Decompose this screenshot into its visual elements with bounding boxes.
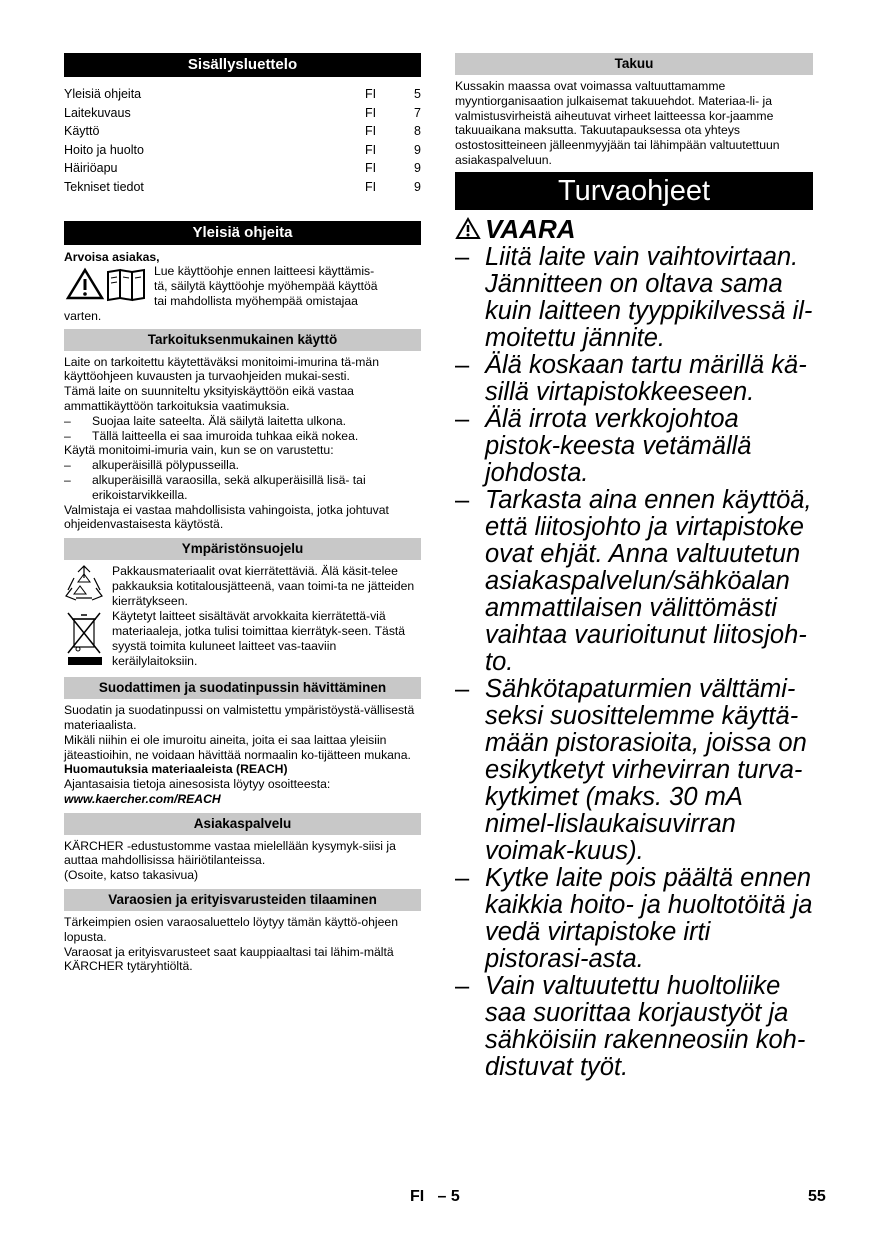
general-heading: Yleisiä ohjeita [64,221,421,245]
safety-item: – Kytke laite pois päältä ennen kaikkia hoito- ja huoltotöitä ja vedä virtapistoke irti pistorasi-asta. [455,863,813,973]
purpose-dash-2: – Tällä laitteella ei saa imuroida tuhkaa eikä nokea. [64,428,359,443]
crossed-bin-icon [64,609,112,674]
purpose-p4: Valmistaja ei vastaa mahdollisista vahingoista, jotka johtuvat ohjeidenvastaisesta käytöstä. [64,502,389,532]
greeting: Arvoisa asiakas, [64,249,160,264]
purpose-p2: Tämä laite on suunniteltu yksityiskäyttöön eikä vastaa ammattikäyttöön tarkoituksia vaatimuksia. [64,384,354,413]
intro-line-3: tai mahdollista myöhempää omistajaa [154,293,358,308]
intro-block [64,264,421,308]
safety-item: – Liitä laite vain vaihtovirtaan. Jännitteen on oltava sama kuin laitteen tyyppikilvessä il-moitettu jännite. [455,242,813,352]
recycle-icon [64,564,112,609]
footer-lang-page: FI – 5 [410,1188,460,1205]
toc-list [64,85,421,197]
service-p2: (Osoite, katso takasivua) [64,868,199,883]
reach-title: Huomautuksia materiaaleista (REACH) [64,762,288,777]
purpose-dash-4: – alkuperäisillä varaosilla, sekä alkuperäisillä lisä- tai erikoistarvikkeilla. [64,472,366,502]
page-number: 55 [808,1188,826,1205]
purpose-dash-1: – Suojaa laite sateelta. Älä säilytä laitetta ulkona. [64,413,347,428]
purpose-heading: Tarkoituksenmukainen käyttö [64,329,421,351]
danger-warning [455,214,813,244]
danger-label: VAARA [485,213,576,244]
toc-heading: Sisällysluettelo [64,53,421,77]
safety-item: – Älä koskaan tartu märillä kä-sillä virtapistokkeeseen. [455,350,807,406]
toc-row[interactable]: Laitekuvaus FI 7 [64,105,421,120]
parts-p1: Tärkeimpien osien varaosaluettelo löytyy tämän käyttö-ohjeen lopusta. [64,915,398,944]
safety-item: – Älä irrota verkkojohtoa pistok-keesta vetämällä johdosta. [455,404,752,487]
warranty-heading: Takuu [455,53,813,75]
environment-p1: Pakkausmateriaalit ovat kierrätettäviä. Älä käsit-telee pakkauksia kotitalousjätteenä, vaan toimi-ta ne jätteiden kierrätykseen. [112,564,415,608]
left-column [64,53,421,974]
service-p1: KÄRCHER -edustustomme vastaa mielellään kysymyk-siisi ja auttaa mahdollisissa häiriötilanteissa. [64,838,396,868]
intro-line-1: Lue käyttöohje ennen laitteesi käyttämis- [154,264,375,279]
parts-heading: Varaosien ja erityisvarusteiden tilaaminen [64,889,421,911]
intro-line-4: varten. [64,308,102,323]
service-heading: Asiakaspalvelu [64,813,421,835]
safety-item: – Tarkasta aina ennen käyttöä, että liitosjohto ja virtapistoke ovat ehjät. Anna valtuutetun asiakaspalvelun/sähköalan ammattilaisen välittömästi vaihtaa vaurioitunut liitosjoh-to. [455,485,812,676]
toc-row[interactable]: Tekniset tiedot FI 9 [64,179,421,194]
environment-p2: Käytetyt laitteet sisältävät arvokkaita kierrätettä-viä materiaaleja, jotka tulisi toimittaa kierrätyk-seen. Tästä syystä toimita kuluneet laitteet vas-taaviin keräilylaitoksiin. [112,609,406,668]
safety-heading: Turvaohjeet [455,172,813,210]
toc-row[interactable]: Yleisiä ohjeita FI 5 [64,87,421,101]
purpose-p1: Laite on tarkoitettu käytettäväksi monitoimi-imurina tä-män käyttöohjeen kuvausten ja turvaohjeiden mukai-sesti. [64,354,379,384]
safety-item: – Vain valtuutettu huoltoliike saa suorittaa korjaustyöt ja sähköisiin rakenneosiin koh-distuvat työt. [455,971,806,1081]
purpose-p3: Käytä monitoimi-imuria vain, kun se on varustettu: [64,443,334,458]
toc-row[interactable]: Häiriöapu FI 9 [64,161,421,176]
safety-item: – Sähkötapaturmien välttämi-seksi suosittelemme käyttä-mään pistorasioita, joissa on esikytketyt virhevirran turva-kytkimet (maks. 30 mA nimel-lislaukaisuvirran voimak-kuus). [455,674,807,865]
recycle-block [64,564,421,609]
right-column [455,53,813,1081]
purpose-dash-3: – alkuperäisillä pölypusseilla. [64,458,240,473]
filter-p1: Suodatin ja suodatinpussi on valmistettu ympäristöystä-vällisestä materiaalista. [64,703,415,732]
warning-triangle-icon [455,216,485,242]
parts-p2: Varaosat ja erityisvarusteet saat kauppiaaltasi tai lähim-mältä KÄRCHER tytäryhtiöltä. [64,944,394,974]
toc-row[interactable]: Hoito ja huolto FI 9 [64,142,421,157]
intro-line-2: tä, säilytä käyttöohje myöhempää käyttöä [154,279,378,294]
warning-manual-icon [64,264,154,308]
environment-heading: Ympäristönsuojelu [64,538,421,560]
reach-link[interactable]: www.kaercher.com/REACH [64,791,221,806]
warranty-p1: Kussakin maassa ovat voimassa valtuuttamamme myyntiorganisaation julkaisemat takuuehdot. Materiaa-li- ja valmistusvirheistä aiheutuvat virheet laitteessa kor-jaamme takuuaikana maksutta. Takuutapauksessa ota yhteys ostostositteineen jälleenmyyjään tai lähimpään valtuutettuun asiakaspalveluun. [455,79,780,167]
filter-p3: Ajantasaisia tietoja ainesosista löytyy osoitteesta: [64,777,331,792]
filter-p2: Mikäli niihin ei ole imuroitu aineita, joita ei saa laittaa yleisiin jäteastioihin, ne voidaan hävittää normaalin ko-tijätteen mukana. [64,732,411,762]
filter-heading: Suodattimen ja suodatinpussin hävittäminen [64,677,421,699]
toc-row[interactable]: Käyttö FI 8 [64,124,421,139]
weee-block [64,609,421,674]
